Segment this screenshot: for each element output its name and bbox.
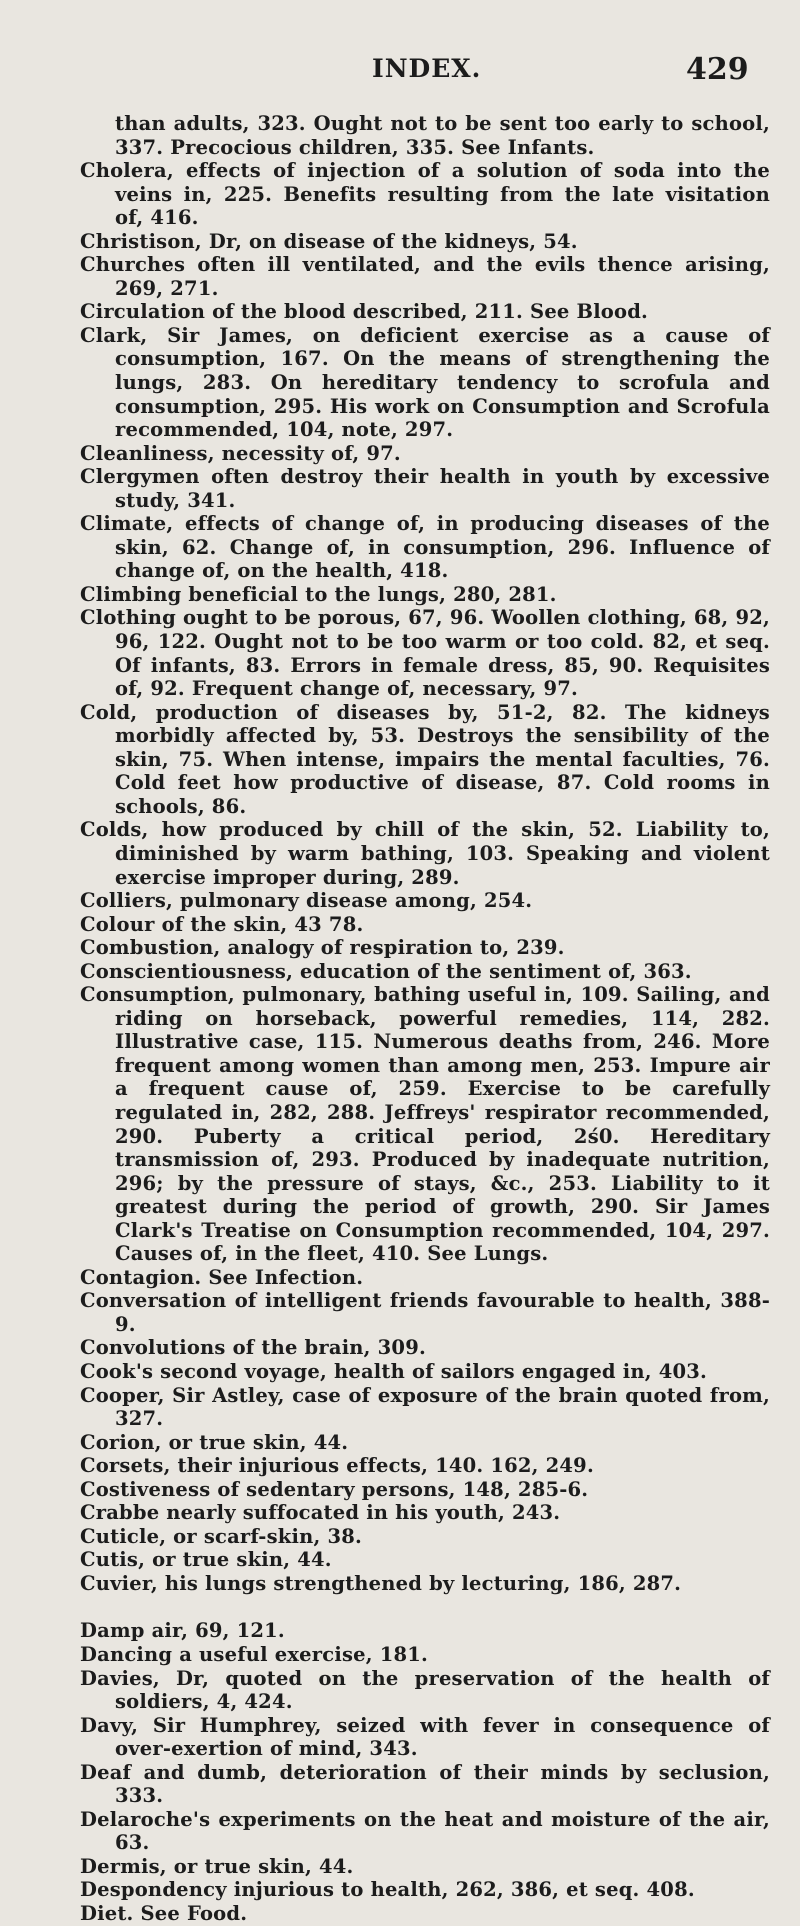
- index-entry: Damp air, 69, 121.: [80, 1619, 285, 1643]
- index-entry: Cutis, or true skin, 44.: [80, 1548, 332, 1572]
- index-section-c: [80, 112, 770, 1595]
- index-entry: Combustion, analogy of respiration to, 239.: [80, 936, 565, 960]
- index-entry: Davies, Dr, quoted on the preservation of the health of soldiers, 4, 424.: [80, 1666, 770, 1714]
- index-entry: Costiveness of sedentary persons, 148, 285-6.: [80, 1477, 589, 1501]
- index-entry: Contagion. See Infection.: [80, 1265, 364, 1289]
- index-entry: Clothing ought to be porous, 67, 96. Woollen clothing, 68, 92, 96, 122. Ought not to be too warm or too cold. 82, et seq. Of infants, 83. Errors in female dress, 85, 90. Requisites of, 92. Frequent change of, necessary, 97.: [80, 606, 770, 701]
- index-entry: Christison, Dr, on disease of the kidneys, 54.: [80, 229, 578, 253]
- index-entry: Cook's second voyage, health of sailors engaged in, 403.: [80, 1359, 708, 1383]
- index-entry: Dancing a useful exercise, 181.: [80, 1643, 429, 1666]
- running-title: INDEX.: [372, 54, 482, 83]
- index-entry: Climate, effects of change of, in producing diseases of the skin, 62. Change of, in consumption, 296. Influence of change of, on the health, 418.: [80, 512, 770, 583]
- index-entry: Diet. See Food.: [80, 1902, 248, 1926]
- index-entry: Colour of the skin, 43 78.: [80, 912, 364, 936]
- index-entry: Davy, Sir Humphrey, seized with fever in consequence of over-exertion of mind, 343.: [80, 1713, 770, 1761]
- index-entry: Cholera, effects of injection of a solution of soda into the veins in, 225. Benefits resulting from the late visitation of, 416.: [80, 159, 770, 230]
- index-entry: Delaroche's experiments on the heat and moisture of the air, 63.: [80, 1807, 770, 1855]
- section-gap: [80, 1595, 770, 1619]
- page-number: 429: [686, 52, 749, 87]
- index-entry: Cold, production of diseases by, 51-2, 82. The kidneys morbidly affected by, 53. Destroys the sensibility of the skin, 75. When intense, impairs the mental faculties, 76. Cold feet how productive of disease, 87. Cold rooms in schools, 86.: [80, 700, 770, 818]
- index-entry: Clergymen often destroy their health in youth by excessive study, 341.: [80, 465, 770, 512]
- index-section-d: [80, 1619, 770, 1925]
- index-entry: Corsets, their injurious effects, 140. 162, 249.: [80, 1454, 594, 1478]
- index-entry: Despondency injurious to health, 262, 386, et seq. 408.: [80, 1878, 695, 1902]
- index-entry: Cuticle, or scarf-skin, 38.: [80, 1524, 362, 1548]
- index-entry: Colliers, pulmonary disease among, 254.: [80, 889, 533, 913]
- index-entry: Convolutions of the brain, 309.: [80, 1336, 426, 1360]
- index-entry: Dermis, or true skin, 44.: [80, 1854, 354, 1878]
- running-header: [0, 52, 800, 92]
- index-entry: Churches often ill ventilated, and the evils thence arising, 269, 271.: [80, 253, 770, 300]
- index-entry: than adults, 323. Ought not to be sent too early to school, 337. Precocious children, 335. See Infants.: [115, 112, 770, 159]
- index-entry: Conversation of intelligent friends favourable to health, 388-9.: [80, 1289, 770, 1336]
- index-entry: Corion, or true skin, 44.: [80, 1430, 349, 1454]
- index-entries: [80, 112, 770, 1926]
- index-entry: Deaf and dumb, deterioration of their minds by seclusion, 333.: [80, 1760, 770, 1808]
- index-entry: Cooper, Sir Astley, case of exposure of the brain quoted from, 327.: [80, 1383, 770, 1431]
- index-entry: Conscientiousness, education of the sentiment of, 363.: [80, 959, 692, 983]
- index-entry: Colds, how produced by chill of the skin, 52. Liability to, diminished by warm bathing, 103. Speaking and violent exercise improper during, 289.: [80, 818, 770, 889]
- index-entry: Consumption, pulmonary, bathing useful in, 109. Sailing, and riding on horseback, powerful remedies, 114, 282. Illustrative case, 115. Numerous deaths from, 246. More frequent among women than among men, 253. Impure air a frequent cause of, 259. Exercise to be carefully regulated in, 282, 288. Jeffreys' respirator recommended, 290. Puberty a critical period, 2ś0. Hereditary transmission of, 293. Produced by inadequate nutrition, 296; by the pressure of stays, &c., 253. Liability to it greatest during the period of growth, 290. Sir James Clark's Treatise on Consumption recommended, 104, 297. Causes of, in the fleet, 410. See Lungs.: [80, 983, 770, 1266]
- index-entry: Crabbe nearly suffocated in his youth, 243.: [80, 1501, 561, 1525]
- index-entry: Cleanliness, necessity of, 97.: [80, 441, 401, 465]
- index-entry: Circulation of the blood described, 211. See Blood.: [80, 300, 649, 324]
- index-entry: Clark, Sir James, on deficient exercise as a cause of consumption, 167. On the means of strengthening the lungs, 283. On hereditary tendency to scrofula and consumption, 295. His work on Consumption and Scrofula recommended, 104, note, 297.: [80, 323, 770, 442]
- index-entry: Climbing beneficial to the lungs, 280, 281.: [80, 582, 557, 606]
- index-entry: Cuvier, his lungs strengthened by lecturing, 186, 287.: [80, 1571, 682, 1595]
